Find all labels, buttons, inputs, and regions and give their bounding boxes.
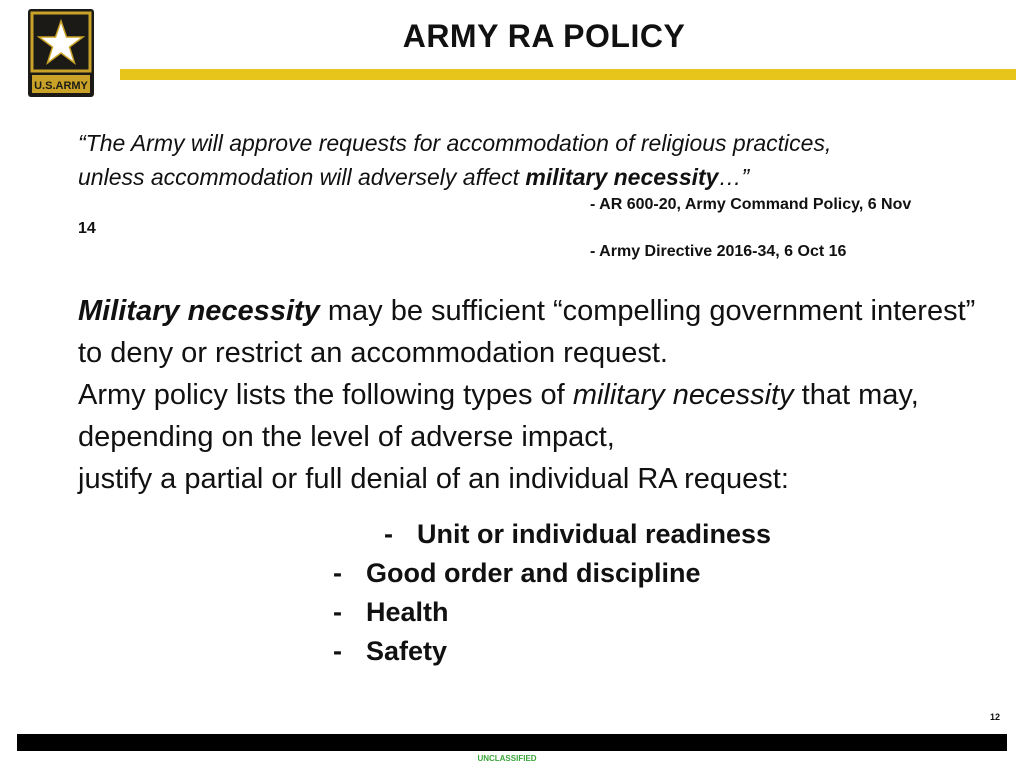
citation-ar-600-20: - AR 600-20, Army Command Policy, 6 Nov [590,196,912,213]
page-number: 12 [990,712,1001,722]
citation-army-directive: - Army Directive 2016-34, 6 Oct 16 [590,243,847,260]
quote-line-1: “The Army will approve requests for accommodation of religious practices, [78,130,832,156]
list-dash: - [333,558,342,588]
quote-line-2-post: …” [718,164,750,190]
page-title: ARMY RA POLICY [402,18,686,54]
citation-ar-600-20-wrap: 14 [78,220,96,237]
list-item [333,597,449,628]
list-dash: - [333,636,342,666]
gold-header-bar [120,69,1016,80]
list-dash: - [384,519,393,549]
list-item-label: Health [366,597,449,627]
list-item-label: Safety [366,636,448,666]
body-paragraph-3: justify a partial or full denial of an individual RA request: [78,463,789,495]
quote-line-2-pre: unless accommodation will adversely affect [78,164,526,190]
quote-line-2 [78,160,978,194]
body-paragraph-1 [78,290,978,374]
list-item [333,636,447,667]
body-p2-pre: Army policy lists the following types of [78,379,573,411]
body-p2-italic: military necessity [572,379,794,411]
logo-text: U.S.ARMY [34,80,88,92]
body-paragraph-2 [78,374,978,458]
footer-black-bar [17,734,1007,751]
body-bold-italic: Military necessity [78,295,320,327]
body-text [78,290,978,500]
quote-line-2-bold: military necessity [525,164,719,190]
list-dash: - [333,597,342,627]
list-item [333,558,701,589]
policy-quote [78,126,978,194]
body-p2-post: that may, depending on the level of adverse impact, [78,379,919,453]
list-item [384,519,771,550]
list-item-label: Good order and discipline [366,558,701,588]
list-item-label: Unit or individual readiness [417,519,772,549]
classification-label: UNCLASSIFIED [477,754,537,763]
body-p1-rest: may be sufficient “compelling government interest” to deny or restrict an accommodation request. [78,295,976,369]
